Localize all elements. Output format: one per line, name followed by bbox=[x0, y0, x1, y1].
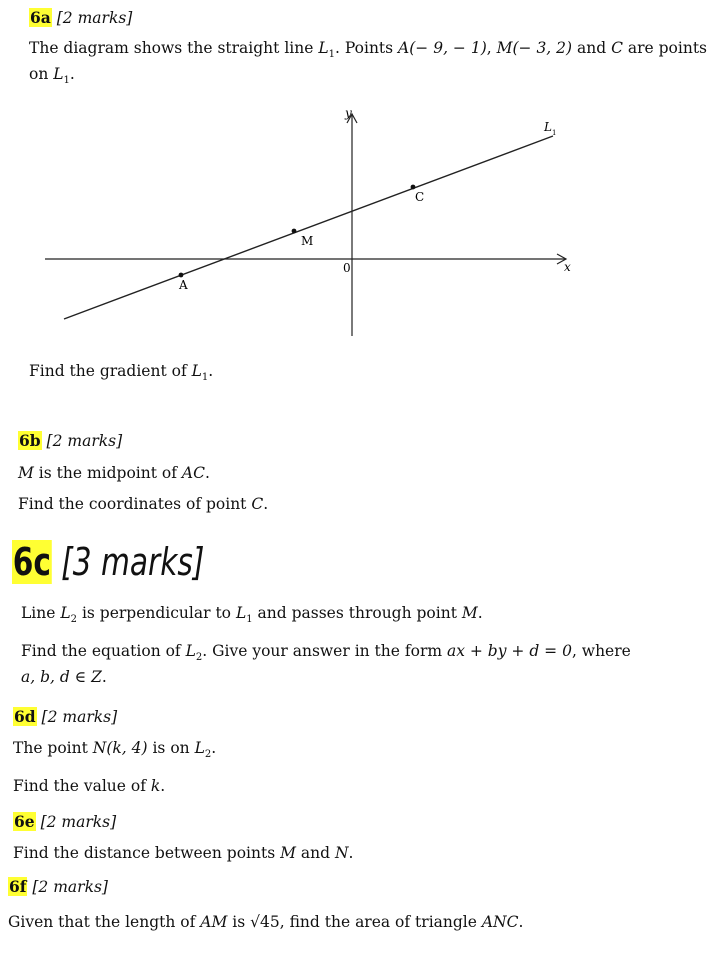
point-m bbox=[292, 229, 297, 234]
q6a-description-line1: The diagram shows the straight line $L_1$. Points A(− 9, − 1), M(− 3, 2) and C are points bbox=[29, 39, 707, 60]
q6c-line1: Line $L_2$ is perpendicular to $L_1$ and passes through point M. bbox=[21, 604, 483, 625]
q6f-line1: Given that the length of AM is √45, find the area of triangle ANC. bbox=[8, 913, 524, 931]
origin-label: 0 bbox=[343, 261, 351, 275]
q6a-heading bbox=[29, 8, 132, 28]
q6b-marks: [2 marks] bbox=[41, 432, 123, 450]
q6b-heading bbox=[18, 431, 122, 451]
q6d-line2: Find the value of k. bbox=[13, 777, 166, 795]
coordinate-diagram bbox=[0, 100, 655, 345]
q6e-heading bbox=[13, 812, 116, 832]
q6e-marks: [2 marks] bbox=[35, 813, 117, 831]
q6e-number: 6e bbox=[14, 812, 35, 831]
q6a-description-line2: on $L_1$. bbox=[29, 65, 75, 86]
q6c-line2: Find the equation of $L_2$. Give your answer in the form ax + by + d = 0, where bbox=[21, 642, 631, 663]
q6c-line3: a, b, d ∈ Z. bbox=[21, 668, 107, 686]
q6c-marks: [3 marks] bbox=[51, 540, 205, 584]
q6a-question: Find the gradient of $L_1$. bbox=[29, 362, 214, 383]
q6c-number: 6c bbox=[12, 540, 51, 584]
line-l1 bbox=[64, 136, 553, 319]
q6f-number: 6f bbox=[9, 877, 27, 896]
point-a bbox=[179, 273, 184, 278]
q6d-marks: [2 marks] bbox=[36, 708, 118, 726]
point-m-coordinates: M(− 3, 2) bbox=[496, 39, 573, 57]
x-axis-label: x bbox=[564, 260, 571, 274]
point-c bbox=[411, 185, 416, 190]
q6a-marks: [2 marks] bbox=[51, 9, 133, 27]
q6e-line1: Find the distance between points M and N. bbox=[13, 844, 354, 862]
q6a-number: 6a bbox=[30, 8, 51, 27]
y-axis-label: y bbox=[345, 106, 352, 120]
equation-form: ax + by + d = 0 bbox=[446, 642, 572, 660]
line-l1-label: L bbox=[544, 120, 552, 134]
q6f-heading bbox=[8, 877, 108, 897]
q6b-number: 6b bbox=[19, 431, 41, 450]
label-m: M bbox=[301, 234, 314, 248]
label-c: C bbox=[415, 190, 425, 204]
q6c-heading bbox=[12, 540, 204, 584]
sqrt-45: √45 bbox=[250, 913, 280, 931]
q6d-line1: The point N(k, 4) is on $L_2$. bbox=[13, 739, 217, 760]
q6b-line2: Find the coordinates of point C. bbox=[18, 495, 269, 513]
q6d-heading bbox=[13, 707, 117, 727]
label-a: A bbox=[179, 278, 188, 292]
point-a-coordinates: A(− 9, − 1) bbox=[398, 39, 487, 57]
q6b-line1: M is the midpoint of AC. bbox=[18, 464, 210, 482]
q6f-marks: [2 marks] bbox=[27, 878, 108, 896]
line-l1-label-sub: 1 bbox=[552, 129, 557, 137]
q6d-number: 6d bbox=[14, 707, 36, 726]
